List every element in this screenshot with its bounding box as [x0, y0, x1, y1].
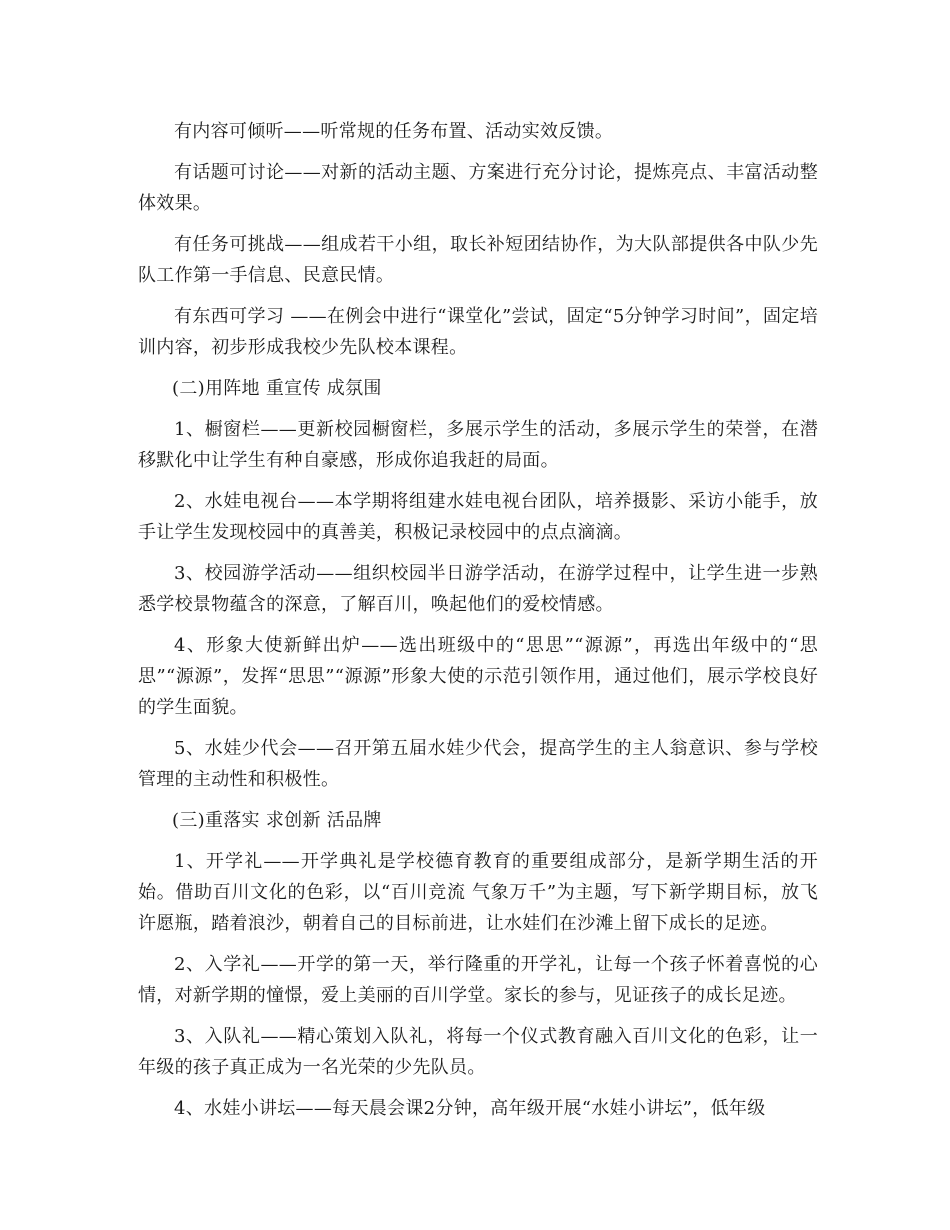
- paragraph-forum: 4、水娃小讲坛——每天晨会课2分钟，高年级开展“水娃小讲坛”，低年级: [174, 1098, 766, 1119]
- paragraph-showcase: 1、橱窗栏——更新校园橱窗栏，多展示学生的活动，多展示学生的荣誉，在潜移默化中让学生有种自豪感，形成你追我赶的局面。: [138, 419, 818, 471]
- paragraph-ambassador: 4、形象大使新鲜出炉——选出班级中的“思思”“源源”，再选出年级中的“思思”“源源”，发挥“思思”“源源”形象大使的示范引领作用，通过他们，展示学校良好的学生面貌。: [138, 635, 818, 718]
- paragraph-opening-ceremony: 1、开学礼——开学典礼是学校德育教育的重要组成部分，是新学期生活的开始。借助百川文化的色彩，以“百川竞流 气象万千”为主题，写下新学期目标，放飞许愿瓶，踏着浪沙，朝着自己的目标前进，让水娃们在沙滩上留下成长的足迹。: [138, 851, 818, 934]
- paragraph-challenge: 有任务可挑战——组成若干小组，取长补短团结协作，为大队部提供各中队少先队工作第一手信息、民意民情。: [138, 234, 818, 286]
- paragraph-tv-station: 2、水娃电视台——本学期将组建水娃电视台团队，培养摄影、采访小能手，放手让学生发现校园中的真善美，积极记录校园中的点点滴滴。: [138, 491, 818, 543]
- paragraph-learn: 有东西可学习 ——在例会中进行“课堂化”尝试，固定“5分钟学习时间”，固定培训内容，初步形成我校少先队校本课程。: [138, 306, 818, 358]
- paragraph-listen: 有内容可倾听——听常规的任务布置、活动实效反馈。: [174, 121, 614, 142]
- paragraph-enrollment-ceremony: 2、入学礼——开学的第一天，举行隆重的开学礼，让每一个孩子怀着喜悦的心情，对新学期的憧憬，爱上美丽的百川学堂。家长的参与，见证孩子的成长足迹。: [138, 954, 818, 1006]
- paragraph-campus-tour: 3、校园游学活动——组织校园半日游学活动，在游学过程中，让学生进一步熟悉学校景物蕴含的深意，了解百川，唤起他们的爱校情感。: [138, 563, 818, 615]
- paragraph-congress: 5、水娃少代会——召开第五届水娃少代会，提高学生的主人翁意识、参与学校管理的主动性和积极性。: [138, 738, 818, 790]
- section-heading-3: (三)重落实 求创新 活品牌: [172, 810, 382, 831]
- section-heading-2: (二)用阵地 重宣传 成氛围: [172, 378, 382, 399]
- paragraph-team-ceremony: 3、入队礼——精心策划入队礼，将每一个仪式教育融入百川文化的色彩，让一年级的孩子真正成为一名光荣的少先队员。: [138, 1026, 818, 1078]
- paragraph-discuss: 有话题可讨论——对新的活动主题、方案进行充分讨论，提炼亮点、丰富活动整体效果。: [138, 162, 818, 214]
- document-body: [138, 116, 818, 1134]
